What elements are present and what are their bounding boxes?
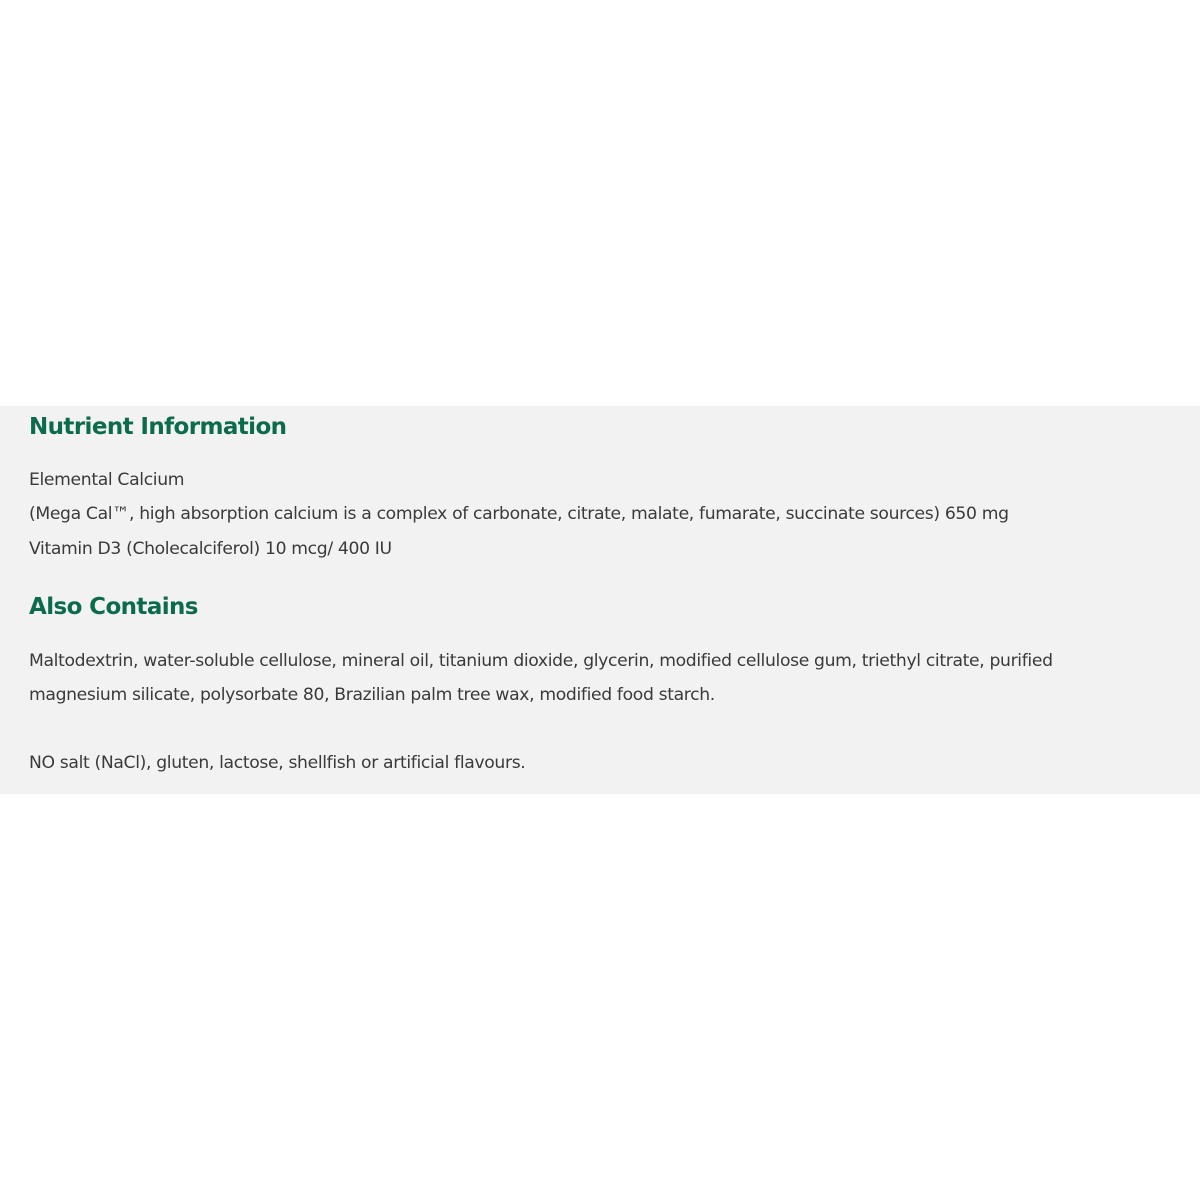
nutrient-information-heading: Nutrient Information xyxy=(29,414,287,440)
ingredients-line-1: Maltodextrin, water-soluble cellulose, mineral oil, titanium dioxide, glycerin, modified cellulose gum, triethyl citrate, purified xyxy=(29,651,1053,671)
also-contains-heading: Also Contains xyxy=(29,594,198,620)
ingredients-line-2: magnesium silicate, polysorbate 80, Brazilian palm tree wax, modified food starch. xyxy=(29,685,715,705)
nutrient-line-elemental-calcium: Elemental Calcium xyxy=(29,470,185,490)
free-from-statement: NO salt (NaCl), gluten, lactose, shellfish or artificial flavours. xyxy=(29,753,526,773)
nutrient-line-calcium-source: (Mega Cal™, high absorption calcium is a complex of carbonate, citrate, malate, fumarate, succinate sources) 650 mg xyxy=(29,504,1009,524)
nutrient-panel xyxy=(0,406,1200,794)
nutrient-line-vitamin-d3: Vitamin D3 (Cholecalciferol) 10 mcg/ 400 IU xyxy=(29,539,392,559)
